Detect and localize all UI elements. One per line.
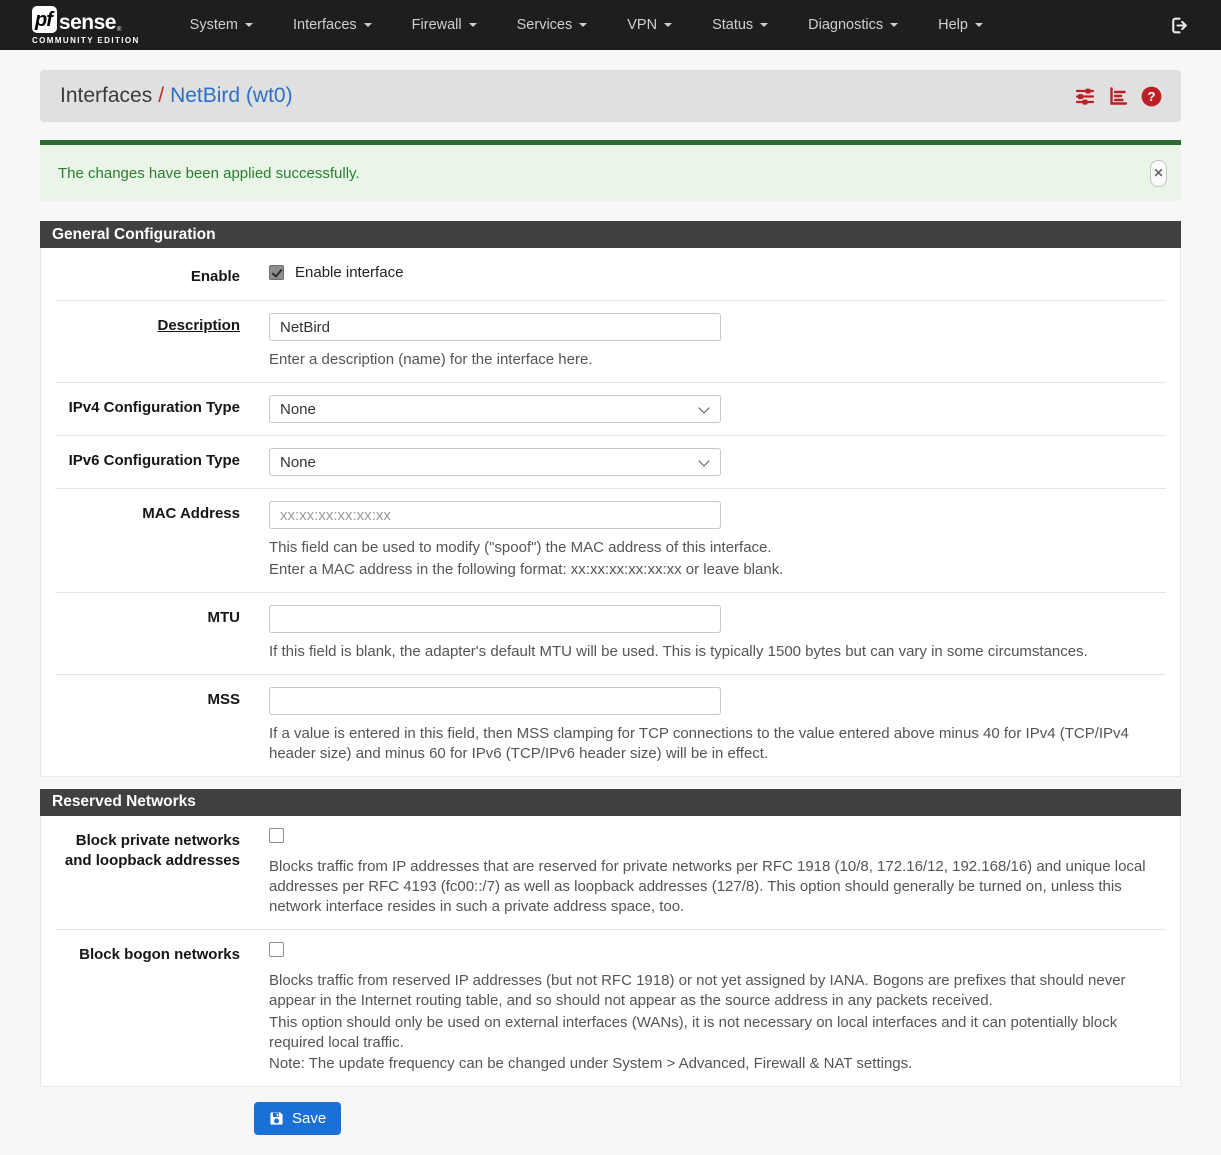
- block-bogon-help-1: Blocks traffic from reserved IP addresses (but not RFC 1918) or not yet assigned by IANA. Bogons are prefixes that should never appear in the Internet routing table, and so should not appear as the source address in any packets received.: [269, 971, 1126, 1009]
- nav-item-label: Diagnostics: [808, 17, 884, 33]
- chevron-down-icon: [579, 23, 587, 27]
- block-private-help: Blocks traffic from IP addresses that are reserved for private networks per RFC 1918 (10/8, 172.16/12, 192.168/16) and unique local addresses per RFC 4193 (fc00::/7) as well as loopback addresses (127/8). This option should generally be turned on, unless this network interface resides in such a private address space, too.: [269, 857, 1146, 915]
- ipv6-config-label: IPv6 Configuration Type: [68, 452, 240, 470]
- enable-row: [55, 248, 1166, 300]
- description-label: Description: [157, 317, 240, 335]
- svg-text:?: ?: [1147, 88, 1156, 104]
- block-bogon-help-3: Note: The update frequency can be changed under System > Advanced, Firewall & NAT settings.: [269, 1055, 913, 1073]
- nav-item-firewall[interactable]: [392, 0, 497, 50]
- chevron-down-icon: [890, 23, 898, 27]
- mac-address-help-1: This field can be used to modify ("spoof") the MAC address of this interface.: [269, 539, 772, 557]
- save-button-label: Save: [292, 1110, 327, 1128]
- description-help: Enter a description (name) for the interface here.: [269, 351, 593, 369]
- nav-item-vpn[interactable]: [607, 0, 692, 50]
- save-button[interactable]: [254, 1102, 341, 1135]
- nav-item-help[interactable]: [918, 0, 1003, 50]
- logout-button[interactable]: [1164, 11, 1193, 40]
- ipv4-config-row: [55, 382, 1166, 435]
- enable-label: Enable: [190, 268, 240, 285]
- nav-item-services[interactable]: [497, 0, 608, 50]
- floppy-disk-icon: [269, 1111, 284, 1126]
- block-bogon-label: Block bogon networks: [79, 945, 240, 963]
- nav-item-status[interactable]: [692, 0, 788, 50]
- logo-tagline: COMMUNITY EDITION: [32, 35, 140, 45]
- panel-title: Reserved Networks: [40, 789, 1181, 816]
- ipv6-config-select-wrapper: [269, 448, 721, 476]
- block-bogon-help-2: This option should only be used on external interfaces (WANs), it is not necessary on local interfaces and it can potentially block required local traffic.: [269, 1013, 1118, 1051]
- description-row: [55, 300, 1166, 382]
- block-private-label: Block private networks and loopback addresses: [64, 831, 240, 870]
- mtu-row: [55, 592, 1166, 674]
- nav-item-label: Services: [516, 17, 573, 33]
- enable-interface-checkbox[interactable]: [269, 265, 284, 280]
- general-configuration-panel: [40, 221, 1181, 777]
- nav-item-label: System: [189, 17, 238, 33]
- mss-label: MSS: [207, 691, 240, 708]
- enable-interface-label: Enable interface: [295, 264, 404, 281]
- logo-sense: sense: [58, 10, 116, 34]
- block-bogon-row: [55, 929, 1166, 1087]
- ipv6-config-select[interactable]: [269, 448, 721, 476]
- help-button[interactable]: [1140, 85, 1163, 108]
- breadcrumb-page[interactable]: NetBird (wt0): [170, 84, 293, 107]
- chevron-down-icon: [760, 23, 768, 27]
- logo-registered-mark: ®: [116, 26, 122, 33]
- chevron-down-icon: [975, 23, 983, 27]
- mac-address-help-2: Enter a MAC address in the following format: xx:xx:xx:xx:xx:xx or leave blank.: [269, 561, 784, 579]
- nav-item-label: Interfaces: [293, 17, 357, 33]
- chevron-down-icon: [664, 23, 672, 27]
- panel-title: General Configuration: [40, 221, 1181, 248]
- mac-address-input[interactable]: [269, 501, 721, 529]
- status-logs-button[interactable]: [1107, 85, 1129, 107]
- breadcrumb-section: Interfaces: [60, 84, 153, 107]
- mac-address-row: [55, 488, 1166, 592]
- form-actions: [254, 1102, 1181, 1155]
- bar-chart-icon: [1107, 85, 1129, 107]
- mac-address-label: MAC Address: [142, 505, 240, 523]
- mtu-label: MTU: [207, 609, 240, 627]
- nav-item-label: VPN: [627, 17, 658, 33]
- mss-help: If a value is entered in this field, then MSS clamping for TCP connections to the value entered above minus 40 for IPv4 (TCP/IPv4 header size) and minus 60 for IPv6 (TCP/IPv6 header size) will be in effect.: [269, 725, 1129, 762]
- block-bogon-checkbox[interactable]: [269, 942, 284, 957]
- close-icon[interactable]: ✕: [1150, 160, 1167, 187]
- page-header: [40, 70, 1181, 122]
- main-menu: [170, 0, 1164, 50]
- nav-item-label: Help: [938, 17, 968, 33]
- breadcrumb-separator: /: [158, 84, 165, 107]
- sign-out-icon: [1168, 15, 1189, 36]
- success-alert: [40, 140, 1181, 201]
- mtu-input[interactable]: [269, 605, 721, 633]
- reserved-networks-panel: [40, 789, 1181, 1088]
- ipv6-config-row: [55, 435, 1166, 488]
- nav-item-interfaces[interactable]: [273, 0, 392, 50]
- mss-input[interactable]: [269, 687, 721, 715]
- pfsense-logo[interactable]: [32, 6, 140, 45]
- block-private-row: [55, 816, 1166, 929]
- nav-item-diagnostics[interactable]: [788, 0, 918, 50]
- status-sliders-button[interactable]: [1074, 85, 1096, 107]
- chevron-down-icon: [469, 23, 477, 27]
- nav-item-label: Firewall: [411, 17, 462, 33]
- nav-item-label: Status: [712, 17, 754, 33]
- nav-item-system[interactable]: [170, 0, 273, 50]
- block-private-checkbox[interactable]: [269, 828, 284, 843]
- top-navbar: [0, 0, 1221, 50]
- breadcrumb: [60, 84, 1074, 108]
- ipv4-config-label: IPv4 Configuration Type: [68, 399, 240, 417]
- question-circle-icon: [1140, 85, 1163, 108]
- description-input[interactable]: [269, 313, 721, 341]
- mss-row: [55, 674, 1166, 776]
- logo-pf: pf: [32, 6, 57, 33]
- chevron-down-icon: [245, 23, 253, 27]
- ipv4-config-select-wrapper: [269, 395, 721, 423]
- chevron-down-icon: [364, 23, 372, 27]
- ipv4-config-select[interactable]: [269, 395, 721, 423]
- alert-message: The changes have been applied successfully.: [58, 164, 360, 182]
- mtu-help: If this field is blank, the adapter's default MTU will be used. This is typically 1500 bytes but can vary in some circumstances.: [269, 643, 1088, 661]
- sliders-icon: [1074, 85, 1096, 107]
